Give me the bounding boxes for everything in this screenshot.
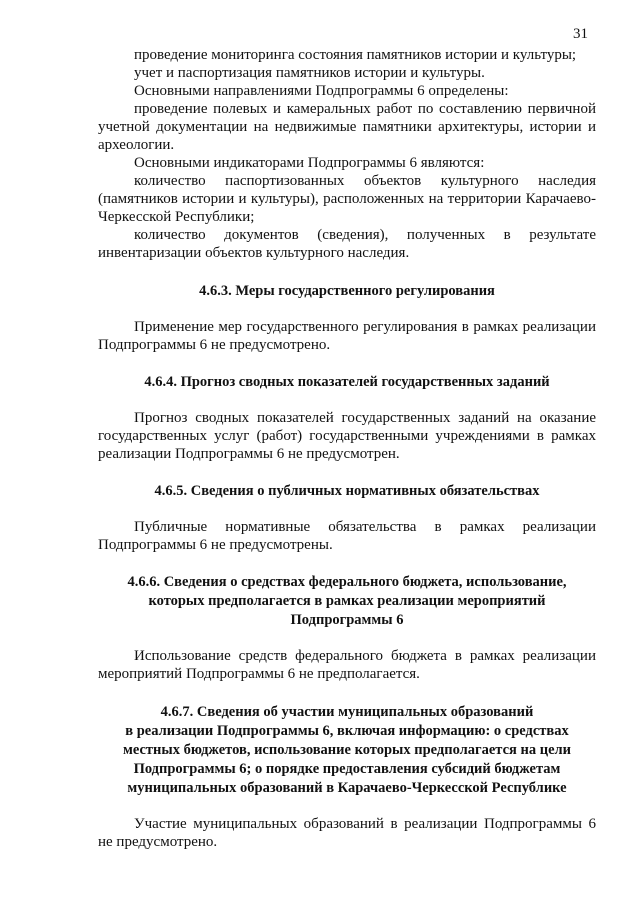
section-heading-line: 4.6.7. Сведения об участии муниципальных образований	[160, 704, 534, 720]
section-heading-line: которых предполагается в рамках реализации мероприятий	[148, 593, 546, 609]
intro-paragraph: проведение мониторинга состояния памятников истории и культуры;	[134, 47, 577, 63]
section-heading	[98, 282, 596, 301]
section-text: Применение мер государственного регулирования в рамках реализации Подпрограммы 6 не предусмотрено.	[98, 319, 596, 353]
intro-paragraph: учет и паспортизация памятников истории и культуры.	[134, 65, 485, 81]
intro-paragraph: количество паспортизованных объектов культурного наследия (памятников истории и культуры), расположенных на территории Карачаево-Черкесской Республики;	[98, 173, 596, 225]
section-text: Использование средств федерального бюджета в рамках реализации мероприятий Подпрограммы 6 не предполагается.	[98, 648, 596, 682]
section-heading	[98, 573, 596, 630]
section-heading-line: местных бюджетов, использование которых предполагается на цели	[122, 742, 572, 758]
section-heading-line: 4.6.5. Сведения о публичных нормативных обязательствах	[154, 483, 540, 499]
section-heading	[98, 703, 596, 798]
intro-block	[98, 46, 596, 262]
intro-paragraph: проведение полевых и камеральных работ по составлению первичной учетной документации на недвижимые памятники архитектуры, истории и археологии.	[98, 101, 596, 153]
section-4-6-3	[98, 282, 596, 354]
section-text: Участие муниципальных образований в реализации Подпрограммы 6 не предусмотрено.	[98, 816, 596, 850]
section-heading-line: Подпрограммы 6	[290, 612, 404, 628]
section-heading-line: в реализации Подпрограммы 6, включая информацию: о средствах	[125, 723, 569, 739]
section-text: Публичные нормативные обязательства в рамках реализации Подпрограммы 6 не предусмотрены.	[98, 519, 596, 553]
section-heading-line: Подпрограммы 6; о порядке предоставления субсидий бюджетам	[133, 761, 561, 777]
section-text: Прогноз сводных показателей государственных заданий на оказание государственных услуг (работ) государственными учреждениями в рамках реализации Подпрограммы 6 не предусмотрен.	[98, 410, 596, 462]
section-4-6-6	[98, 573, 596, 683]
section-4-6-5	[98, 482, 596, 554]
page-number: 31	[573, 26, 588, 42]
section-heading	[98, 373, 596, 392]
section-4-6-4	[98, 373, 596, 463]
section-heading	[98, 482, 596, 501]
intro-paragraph: количество документов (сведения), полученных в результате инвентаризации объектов культурного наследия.	[98, 227, 596, 261]
document-body	[98, 46, 596, 851]
section-heading-line: 4.6.3. Меры государственного регулирования	[199, 283, 495, 299]
section-heading-line: 4.6.4. Прогноз сводных показателей государственных заданий	[144, 374, 550, 390]
section-4-6-7	[98, 703, 596, 851]
intro-paragraph: Основными направлениями Подпрограммы 6 определены:	[134, 83, 509, 99]
section-heading-line: муниципальных образований в Карачаево-Черкесской Республике	[127, 780, 567, 796]
section-heading-line: 4.6.6. Сведения о средствах федерального бюджета, использование,	[127, 574, 567, 590]
intro-paragraph: Основными индикаторами Подпрограммы 6 являются:	[134, 155, 485, 171]
